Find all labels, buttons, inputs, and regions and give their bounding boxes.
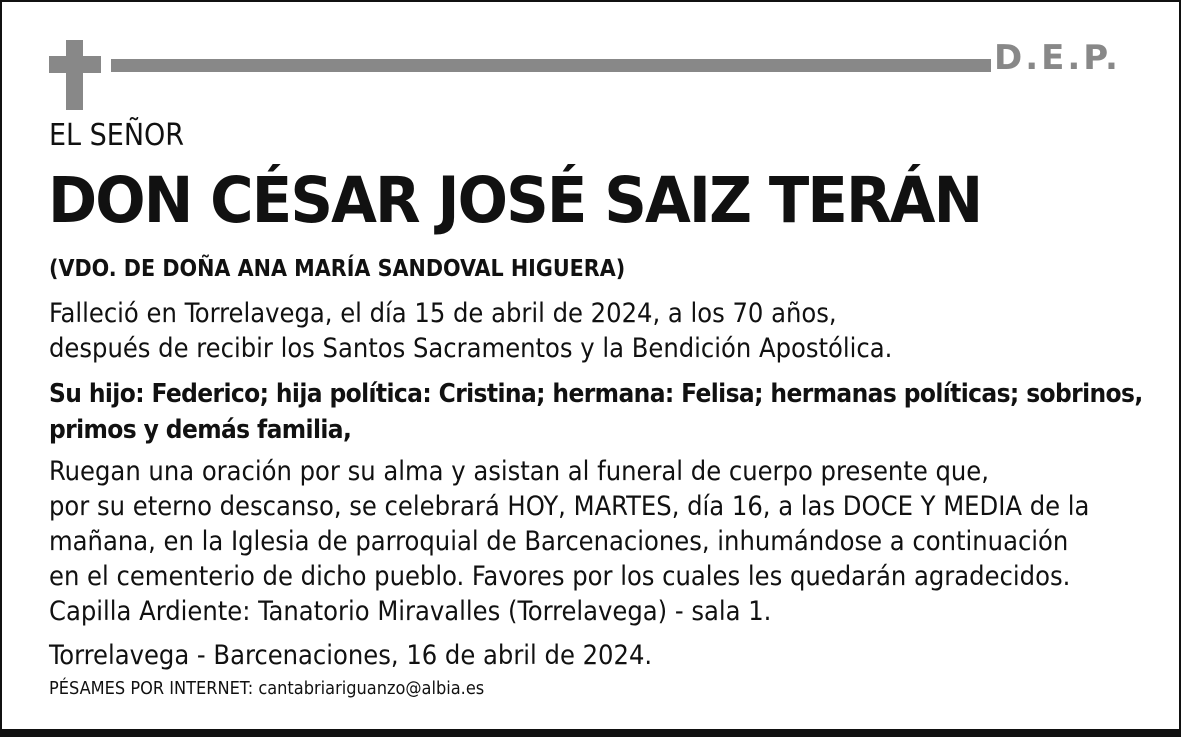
family-line: Su hijo: Federico; hija política: Cristina; hermana: Felisa; hermanas políticas; sobrinos, [49, 379, 1143, 409]
funeral-line: por su eterno descanso, se celebrará HOY, MARTES, día 16, a las DOCE Y MEDIA de la [49, 491, 1090, 522]
place-date: Torrelavega - Barcenaciones, 16 de abril de 2024. [49, 640, 653, 671]
condolences-line [49, 678, 484, 699]
title-label: EL SEÑOR [49, 118, 185, 153]
deceased-name: DON CÉSAR JOSÉ SAIZ TERÁN [48, 164, 982, 237]
funeral-line: Capilla Ardiente: Tanatorio Miravalles (Torrelavega) - sala 1. [49, 596, 772, 627]
death-notice-line: Falleció en Torrelavega, el día 15 de abril de 2024, a los 70 años, [49, 298, 837, 329]
funeral-details [49, 454, 1089, 629]
funeral-line: mañana, en la Iglesia de parroquial de Barcenaciones, inhumándose a continuación [49, 526, 1069, 557]
death-notice [49, 296, 892, 366]
widower-note: (VDO. DE DOÑA ANA MARÍA SANDOVAL HIGUERA) [49, 256, 626, 282]
cross-icon-bar [49, 56, 101, 73]
death-notice-line: después de recibir los Santos Sacramentos y la Bendición Apostólica. [49, 333, 893, 364]
family-list [49, 376, 1143, 448]
funeral-line: en el cementerio de dicho pueblo. Favores por los cuales les quedarán agradecidos. [49, 561, 1071, 592]
family-line: primos y demás familia, [49, 415, 352, 445]
funeral-line: Ruegan una oración por su alma y asistan al funeral de cuerpo presente que, [49, 456, 989, 487]
condolences-email-link[interactable]: cantabriariguanzo@albia.es [258, 678, 485, 699]
condolences-label: PÉSAMES POR INTERNET: [49, 678, 254, 699]
dep-label: D.E.P. [994, 38, 1121, 78]
header-rule [111, 59, 991, 72]
cross-icon [66, 40, 83, 110]
